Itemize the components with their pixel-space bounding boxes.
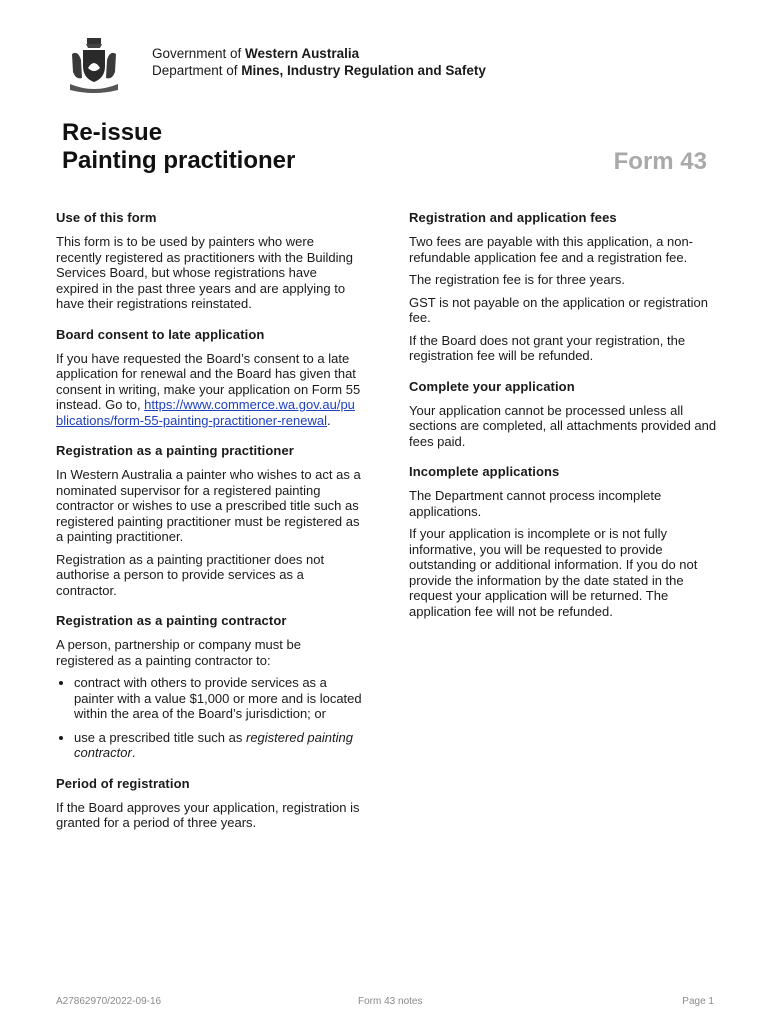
section-text: The Department cannot process incomplete applications.: [409, 488, 662, 519]
section-complete: [409, 379, 719, 450]
section-incomplete: [409, 464, 719, 619]
wa-coat-of-arms-icon: [68, 38, 120, 94]
form-55-link[interactable]: https://www.commerce.wa.gov.au/publications/form-55-painting-practitioner-renewal: [56, 397, 355, 428]
section-text: If your application is incomplete or is not fully informative, you will be requested to provide outstanding or additional information. If you do not provide the information by the date stated in the request your application will be returned. The application fee will not be refunded.: [409, 526, 698, 619]
section-heading: Registration and application fees: [409, 210, 617, 225]
section-text: Two fees are payable with this application, a non-refundable application fee and a registration fee.: [409, 234, 694, 265]
section-text: A person, partnership or company must be registered as a painting contractor to:: [56, 637, 301, 668]
government-line: Government of Western Australia: [152, 46, 360, 61]
government-header: [152, 45, 486, 79]
form-title-line2: Painting practitioner: [62, 147, 296, 174]
section-practitioner: [56, 443, 362, 598]
section-heading: Board consent to late application: [56, 326, 265, 342]
form-title-line1: Re-issue: [62, 119, 163, 146]
section-heading: Registration as a painting contractor: [56, 613, 287, 628]
section-board-consent: [56, 327, 362, 429]
form-number: Form 43: [613, 148, 707, 175]
section-text: If you have requested the Board’s consent to a late application for renewal and the Board has given that consent in writing, make your application on Form 55 instead. Go to, https://www.commerce.wa.gov.au/publications/form-55-painting-practitioner-renewal.: [56, 350, 361, 428]
list-item: • use a prescribed title such as registered painting contractor.: [74, 730, 362, 761]
section-text: Registration as a painting practitioner does not authorise a person to provide services as a contractor.: [56, 551, 325, 598]
section-text: This form is to be used by painters who were recently registered as practitioners with the Building Services Board, but whose registrations have expired in the past three years and are applying to have their registrations reinstated.: [56, 234, 353, 311]
section-heading: Incomplete applications: [409, 464, 560, 479]
left-column: [56, 210, 362, 846]
section-fees: [409, 210, 719, 364]
section-heading: Use of this form: [56, 210, 157, 225]
section-text: If the Board approves your application, registration is granted for a period of three years.: [56, 799, 360, 830]
bullet-list: [56, 675, 362, 761]
list-item: • contract with others to provide services as a painter with a value $1,000 or more and is located within the area of the Board’s jurisdiction; or: [74, 675, 362, 722]
section-text: In Western Australia a painter who wishes to act as a nominated supervisor for a registered painting contractor or wishes to use a prescribed title such as registered painting practitioner must be registered as a painting practitioner.: [56, 467, 361, 544]
section-use-of-form: [56, 210, 362, 312]
section-period: [56, 776, 362, 831]
section-text: Your application cannot be processed unless all sections are completed, all attachments provided and fees paid.: [409, 402, 717, 449]
department-line: Department of Mines, Industry Regulation and Safety: [152, 63, 486, 78]
footer-form-name: Form 43 notes: [358, 996, 423, 1007]
section-heading: Registration as a painting practitioner: [56, 443, 294, 458]
section-heading: Period of registration: [56, 775, 190, 791]
right-column: [409, 210, 719, 634]
section-text: The registration fee is for three years.: [409, 272, 626, 287]
section-text: GST is not payable on the application or registration fee.: [409, 294, 708, 325]
footer-reference: A27862970/2022-09-16: [56, 996, 162, 1007]
section-text: If the Board does not grant your registration, the registration fee will be refunded.: [409, 332, 686, 363]
footer-page-number: Page 1: [682, 996, 714, 1007]
form-title: [62, 119, 295, 175]
section-contractor: [56, 613, 362, 761]
section-heading: Complete your application: [409, 378, 575, 394]
